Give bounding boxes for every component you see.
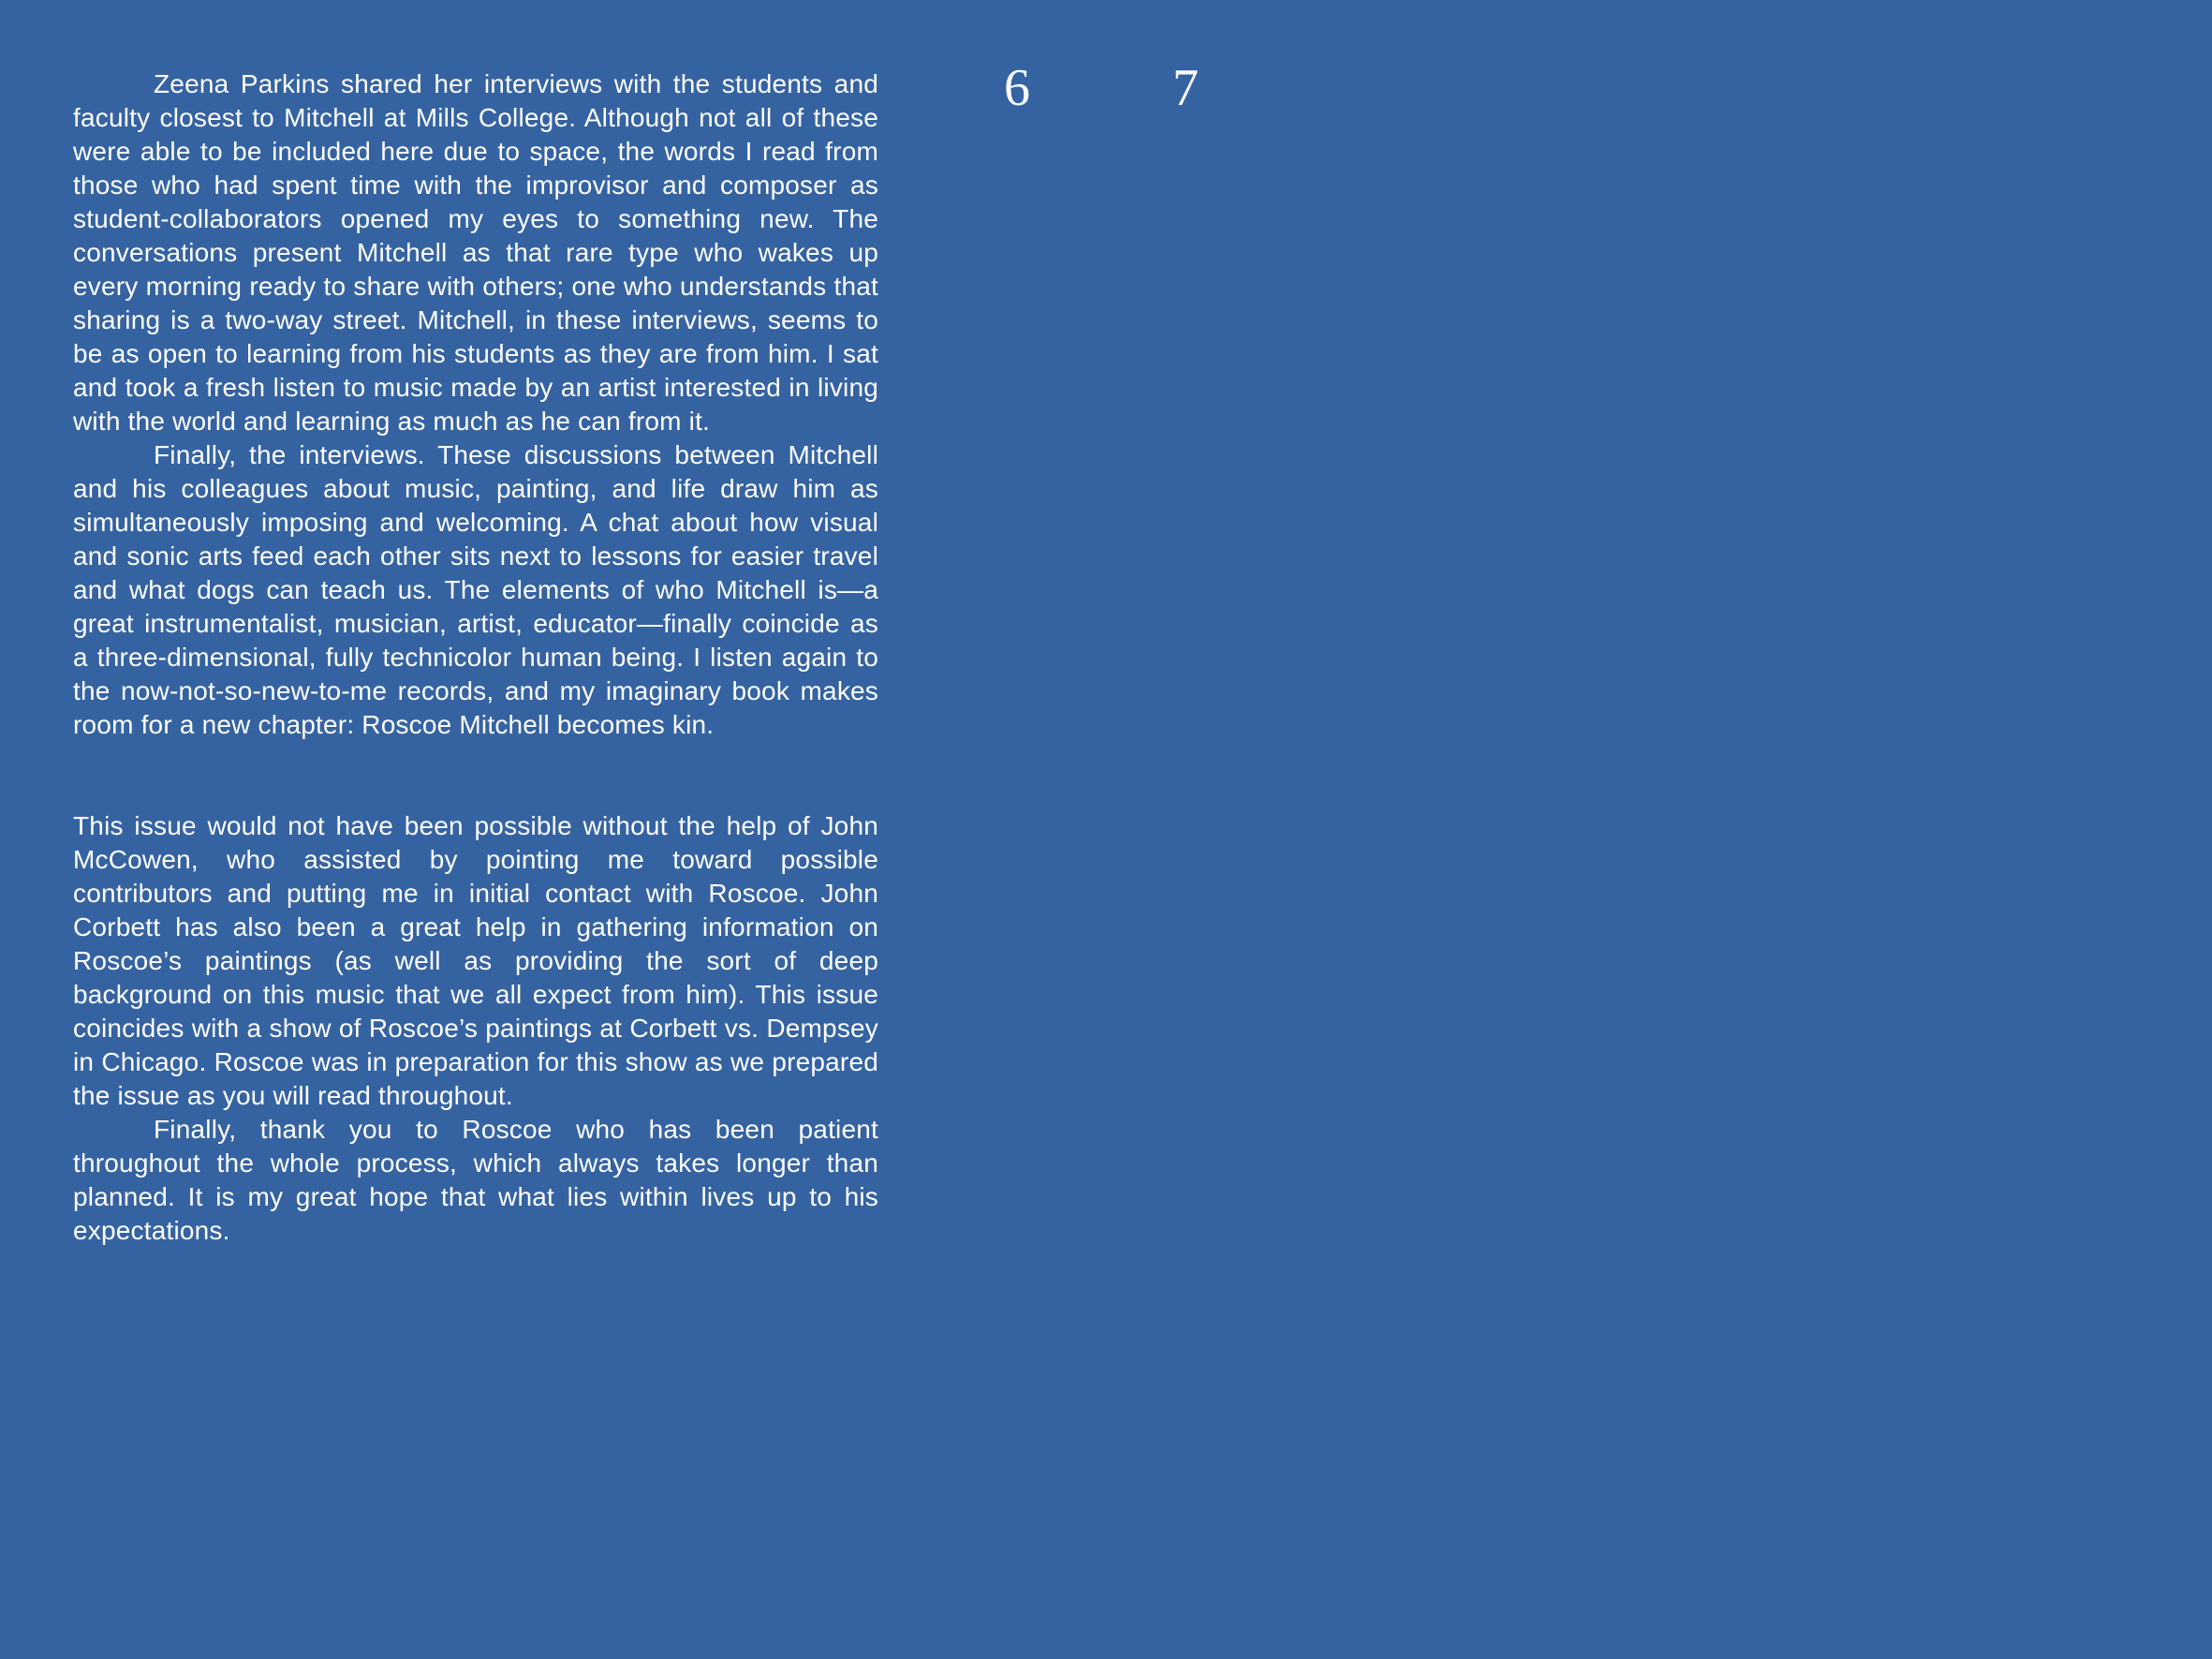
page-number-right: 7: [1172, 59, 1199, 117]
essay-paragraph-1: Zeena Parkins shared her interviews with the students and faculty closest to Mitchell at Mills College. Although not all of these were able to be included here due to space, the words I read from those who had spent time with the improvisor and composer as student-collaborators opened my eyes to something new. The conversations present Mitchell as that rare type who wakes up every morning ready to share with others; one who understands that sharing is a two-way street. Mitchell, in these interviews, seems to be as open to learning from his students as they are from him. I sat and took a fresh listen to music made by an artist interested in living with the world and learning as much as he can from it.: [73, 69, 878, 436]
section-divider-space: [73, 742, 878, 809]
page-number-left: 6: [1004, 59, 1030, 117]
acknowledgments-paragraph-1: This issue would not have been possible without the help of John McCowen, who assisted by pointing me toward possible contributors and putting me in initial contact with Roscoe. John Corbett has also been a great help in gathering information on Roscoe’s paintings (as well as providing the sort of deep background on this music that we all expect from him). This issue coincides with a show of Roscoe’s paintings at Corbett vs. Dempsey in Chicago. Roscoe was in preparation for this show as we prepared the issue as you will read throughout.: [73, 811, 878, 1110]
essay-paragraph-2: Finally, the interviews. These discussions between Mitchell and his colleagues about music, painting, and life draw him as simultaneously imposing and welcoming. A chat about how visual and sonic arts feed each other sits next to lessons for easier travel and what dogs can teach us. The elements of who Mitchell is—a great instrumentalist, musician, artist, educator—finally coincide as a three-dimensional, fully technicolor human being. I listen again to the now-not-so-new-to-me records, and my imaginary book makes room for a new chapter: Roscoe Mitchell becomes kin.: [73, 440, 878, 739]
text-column: [73, 67, 878, 1248]
acknowledgments-paragraph-2: Finally, thank you to Roscoe who has been patient throughout the whole process, which always takes longer than planned. It is my great hope that what lies within lives up to his expectations.: [73, 1115, 878, 1245]
